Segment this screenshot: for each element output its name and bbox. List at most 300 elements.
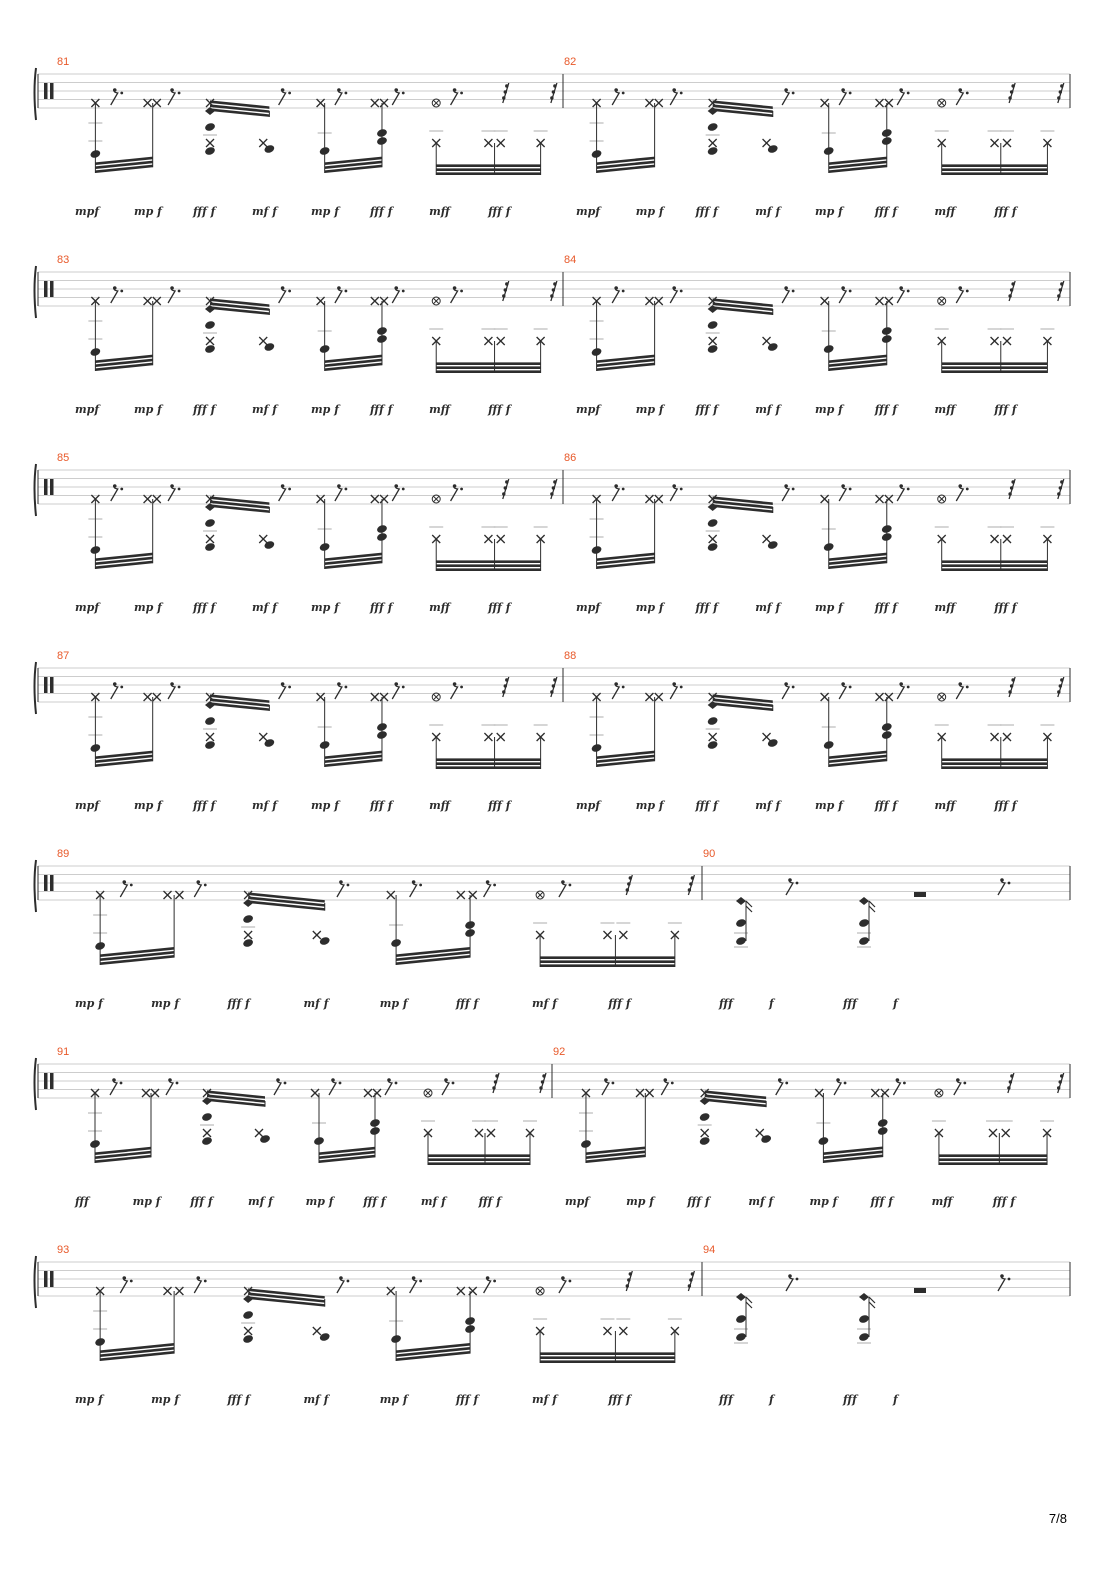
dynamic-marking: mp f [134,601,162,614]
augmentation-dot [178,290,181,293]
dynamic-marking: mp f [75,1393,103,1406]
augmentation-dot [622,290,625,293]
measure-number: 83 [57,254,70,266]
measure-number: 94 [703,1244,716,1256]
dynamic-marking: mp f [75,997,103,1010]
augmentation-dot [178,488,181,491]
beam [436,164,540,167]
augmentation-dot [796,1278,799,1281]
percussion-clef [44,677,48,693]
augmentation-dot [419,884,422,887]
dynamic-marking: fff f [994,403,1017,416]
percussion-clef [44,875,48,891]
augmentation-dot [339,1082,342,1085]
diamond-notehead [859,897,869,905]
dynamic-marking: mp f [311,403,339,416]
beam [436,758,540,761]
beam [939,1154,1047,1157]
dynamic-marking: mp f [379,1393,408,1406]
dynamic-marking: fff f [488,205,511,218]
augmentation-dot [849,686,852,689]
augmentation-dot [493,884,496,887]
measure-number: 87 [57,650,70,662]
dynamic-marking: mpf [75,799,100,812]
staff-system [35,1046,1071,1208]
beam [540,1356,675,1359]
filled-notehead [204,716,216,726]
augmentation-dot [622,92,625,95]
augmentation-dot [402,290,405,293]
beam [428,1162,530,1165]
augmentation-dot [176,1082,179,1085]
percussion-clef [50,83,54,99]
measure [553,1046,1064,1208]
beam [942,564,1048,567]
beam [942,362,1048,365]
beam [942,168,1048,171]
system-bracket [35,68,37,120]
dynamic-marking: f [769,997,774,1010]
beam [942,758,1048,761]
dynamic-marking: f [893,1393,898,1406]
dynamic-marking: mp f [635,799,664,812]
filled-notehead [707,320,719,330]
beam [436,766,540,769]
augmentation-dot [966,488,969,491]
filled-notehead [707,740,719,750]
augmentation-dot [460,686,463,689]
measure-number: 84 [564,254,577,266]
augmentation-dot [963,1082,966,1085]
dynamic-marking: mf f [303,997,329,1010]
measure-number: 82 [564,56,577,68]
dynamic-marking: mpf [565,1195,590,1208]
dynamic-marking: mp f [815,403,843,416]
augmentation-dot [966,686,969,689]
filled-notehead [204,542,216,552]
filled-notehead [707,716,719,726]
dynamic-marking: mp f [151,1393,180,1406]
dynamic-marking: fff [843,1393,857,1406]
augmentation-dot [680,92,683,95]
beam [428,1158,530,1161]
dynamic-marking: mf f [420,1195,446,1208]
measure-number: 90 [703,848,716,860]
augmentation-dot [419,1280,422,1283]
measure-number: 86 [564,452,577,464]
dynamic-marking: fff f [455,1393,479,1406]
augmentation-dot [130,1280,133,1283]
beam [436,168,540,171]
measure [57,452,557,614]
dynamic-marking: mp f [626,1195,655,1208]
dynamic-marking: mpf [576,403,601,416]
augmentation-dot [903,1082,906,1085]
staff-system [35,254,1071,416]
dynamic-marking: fff [719,997,733,1010]
augmentation-dot [785,1082,788,1085]
percussion-clef [50,875,54,891]
dynamic-marking: mp f [132,1195,161,1208]
augmentation-dot [966,92,969,95]
measure [57,1046,546,1208]
beam [436,366,540,369]
dynamic-marking: mff [429,601,450,614]
augmentation-dot [792,686,795,689]
staff-system [35,56,1071,218]
beam [942,164,1048,167]
dynamic-marking: mf f [755,601,781,614]
diamond-notehead [736,897,746,905]
dynamic-marking: mpf [576,205,601,218]
beam [540,960,675,963]
dynamic-marking: fff f [994,601,1017,614]
percussion-clef [50,1271,54,1287]
system-bracket [35,1256,37,1308]
beam [436,762,540,765]
augmentation-dot [178,686,181,689]
measure-number: 89 [57,848,70,860]
augmentation-dot [792,488,795,491]
filled-notehead [319,1332,331,1342]
percussion-clef [50,479,54,495]
dynamic-marking: fff f [994,799,1017,812]
dynamic-marking: mff [934,403,956,416]
filled-notehead [201,1112,213,1122]
dynamic-marking: mf f [532,1393,557,1406]
dynamic-marking: fff f [870,1195,893,1208]
dynamic-marking: fff f [994,205,1017,218]
dynamic-marking: mff [429,403,450,416]
dynamic-marking: mf f [755,403,781,416]
dynamic-marking: fff f [488,403,511,416]
filled-notehead [204,740,216,750]
dynamic-marking: fff f [455,997,479,1010]
dynamic-marking: fff f [370,205,393,218]
percussion-clef [44,281,48,297]
dynamic-marking: mp f [134,799,162,812]
dynamic-marking: fff f [874,205,898,218]
dynamic-marking: mp f [311,799,339,812]
augmentation-dot [178,92,181,95]
dynamic-marking: mff [934,205,956,218]
augmentation-dot [284,1082,287,1085]
filled-notehead [858,1332,870,1342]
augmentation-dot [907,488,910,491]
dynamic-marking: fff f [190,1195,213,1208]
dynamic-marking: mp f [809,1195,838,1208]
measure [57,56,557,218]
staff-system [35,452,1071,614]
dynamic-marking: mpf [576,601,601,614]
dynamic-marking: mf f [303,1393,329,1406]
augmentation-dot [288,92,291,95]
measure [703,848,1010,1010]
dynamic-marking: fff f [608,997,631,1010]
augmentation-dot [120,488,123,491]
dynamic-marking: f [769,1393,774,1406]
filled-notehead [707,344,719,354]
dynamic-marking: fff f [370,799,393,812]
measure [57,254,557,416]
filled-notehead [242,914,254,924]
percussion-clef [44,1073,48,1089]
dynamic-marking: mpf [576,799,601,812]
dynamic-marking: fff f [488,601,511,614]
beam [540,964,675,967]
augmentation-dot [204,884,207,887]
dynamic-marking: fff f [478,1195,501,1208]
system-bracket [35,860,37,912]
filled-notehead [204,344,216,354]
dynamic-marking: fff f [193,205,216,218]
measure-number: 85 [57,452,70,464]
dynamic-marking: mf f [532,997,557,1010]
staff-system [35,1244,1071,1406]
measure [564,254,1064,416]
diamond-notehead [736,1293,746,1301]
dynamic-marking: fff f [608,1393,631,1406]
filled-notehead [707,146,719,156]
measure [564,56,1064,218]
augmentation-dot [792,290,795,293]
measure [564,650,1064,812]
dynamic-marking: mp f [305,1195,334,1208]
augmentation-dot [120,686,123,689]
augmentation-dot [120,92,123,95]
augmentation-dot [1008,1278,1011,1281]
dynamic-marking: mf f [252,601,277,614]
dynamic-marking: f [893,997,898,1010]
dynamic-marking: mf f [755,205,781,218]
beam [942,568,1048,571]
augmentation-dot [493,1280,496,1283]
dynamic-marking: fff f [227,997,250,1010]
filled-notehead [858,936,870,946]
dynamic-marking: fff f [874,799,898,812]
dynamic-marking: mp f [151,997,180,1010]
dynamic-marking: fff f [370,403,393,416]
augmentation-dot [907,92,910,95]
beam [942,370,1048,373]
filled-notehead [858,918,870,928]
dynamic-marking: fff f [193,799,216,812]
augmentation-dot [288,488,291,491]
filled-notehead [707,122,719,132]
augmentation-dot [130,884,133,887]
percussion-clef [44,479,48,495]
filled-notehead [204,146,216,156]
page-number: 7/8 [1048,1511,1067,1526]
dynamic-marking: mp f [635,601,664,614]
beam [436,370,540,373]
percussion-clef [44,83,48,99]
dynamic-marking: fff f [193,601,216,614]
measure-number: 81 [57,56,70,68]
dynamic-marking: mpf [75,403,100,416]
measure [57,848,694,1010]
measure-number: 91 [57,1046,70,1058]
dynamic-marking: mff [934,799,956,812]
dynamic-marking: fff f [687,1195,710,1208]
filled-notehead [858,1314,870,1324]
augmentation-dot [288,686,291,689]
augmentation-dot [569,884,572,887]
augmentation-dot [671,1082,674,1085]
filled-notehead [707,518,719,528]
filled-notehead [735,918,747,928]
percussion-clef [50,677,54,693]
dynamic-marking: mp f [635,403,664,416]
measure-number: 92 [553,1046,566,1058]
augmentation-dot [844,1082,847,1085]
measure [57,650,557,812]
filled-notehead [707,542,719,552]
filled-notehead [242,938,254,948]
dynamic-marking: fff f [874,403,898,416]
augmentation-dot [395,1082,398,1085]
filled-notehead [204,320,216,330]
dynamic-marking: mf f [748,1195,774,1208]
augmentation-dot [569,1280,572,1283]
augmentation-dot [402,488,405,491]
dynamic-marking: fff [719,1393,733,1406]
beam [540,1360,675,1363]
system-bracket [35,266,37,318]
dynamic-marking: fff f [488,799,511,812]
augmentation-dot [622,488,625,491]
augmentation-dot [680,488,683,491]
beam [436,568,540,571]
percussion-clef [50,1073,54,1089]
measure [564,452,1064,614]
augmentation-dot [345,686,348,689]
filled-notehead [242,1334,254,1344]
beam [428,1154,530,1157]
beam [942,560,1048,563]
beam [436,560,540,563]
augmentation-dot [966,290,969,293]
beam [942,762,1048,765]
augmentation-dot [452,1082,455,1085]
filled-notehead [699,1112,711,1122]
augmentation-dot [345,488,348,491]
augmentation-dot [1008,882,1011,885]
filled-notehead [735,1332,747,1342]
filled-notehead [735,1314,747,1324]
augmentation-dot [680,686,683,689]
augmentation-dot [288,290,291,293]
augmentation-dot [796,882,799,885]
dynamic-marking: mff [934,601,956,614]
beam [540,1352,675,1355]
augmentation-dot [460,488,463,491]
dynamic-marking: mp f [134,403,162,416]
dynamic-marking: fff f [695,403,718,416]
augmentation-dot [204,1280,207,1283]
augmentation-dot [792,92,795,95]
half-rest [914,892,926,897]
filled-notehead [699,1136,711,1146]
dynamic-marking: mf f [252,205,277,218]
measure-number: 88 [564,650,577,662]
augmentation-dot [849,488,852,491]
dynamic-marking: mp f [379,997,408,1010]
dynamic-marking: fff f [695,799,718,812]
system-bracket [35,464,37,516]
dynamic-marking: mf f [252,799,277,812]
half-rest [914,1288,926,1293]
dynamic-marking: mf f [252,403,277,416]
beam [942,172,1048,175]
measure-number: 93 [57,1244,70,1256]
dynamic-marking: mff [429,799,450,812]
augmentation-dot [120,290,123,293]
augmentation-dot [460,92,463,95]
dynamic-marking: mpf [75,601,100,614]
system-bracket [35,662,37,714]
filled-notehead [204,122,216,132]
augmentation-dot [622,686,625,689]
augmentation-dot [907,686,910,689]
percussion-clef [44,1271,48,1287]
augmentation-dot [345,92,348,95]
staff-system [35,848,1071,1010]
measure [57,1244,694,1406]
dynamic-marking: mff [931,1195,953,1208]
dynamic-marking: fff f [992,1195,1016,1208]
dynamic-marking: mp f [311,601,339,614]
dynamic-marking: mp f [815,205,843,218]
beam [436,564,540,567]
filled-notehead [204,518,216,528]
dynamic-marking: mp f [635,205,664,218]
beam [540,956,675,959]
percussion-clef [50,281,54,297]
dynamic-marking: mp f [134,205,162,218]
dynamic-marking: fff f [695,601,718,614]
dynamic-marking: mff [429,205,450,218]
dynamic-marking: fff f [874,601,898,614]
dynamic-marking: fff f [695,205,718,218]
dynamic-marking: mp f [815,799,843,812]
augmentation-dot [612,1082,615,1085]
beam [939,1158,1047,1161]
augmentation-dot [347,1280,350,1283]
augmentation-dot [849,92,852,95]
system-bracket [35,1058,37,1110]
filled-notehead [242,1310,254,1320]
dynamic-marking: fff [843,997,857,1010]
filled-notehead [201,1136,213,1146]
augmentation-dot [460,290,463,293]
dynamic-marking: mf f [247,1195,273,1208]
augmentation-dot [120,1082,123,1085]
filled-notehead [735,936,747,946]
dynamic-marking: mpf [75,205,100,218]
measure [703,1244,1010,1406]
staff-system [35,650,1071,812]
augmentation-dot [402,686,405,689]
diamond-notehead [859,1293,869,1301]
dynamic-marking: mp f [311,205,339,218]
augmentation-dot [907,290,910,293]
dynamic-marking: fff f [193,403,216,416]
beam [436,362,540,365]
dynamic-marking: fff f [363,1195,386,1208]
dynamic-marking: mf f [755,799,781,812]
filled-notehead [319,936,331,946]
